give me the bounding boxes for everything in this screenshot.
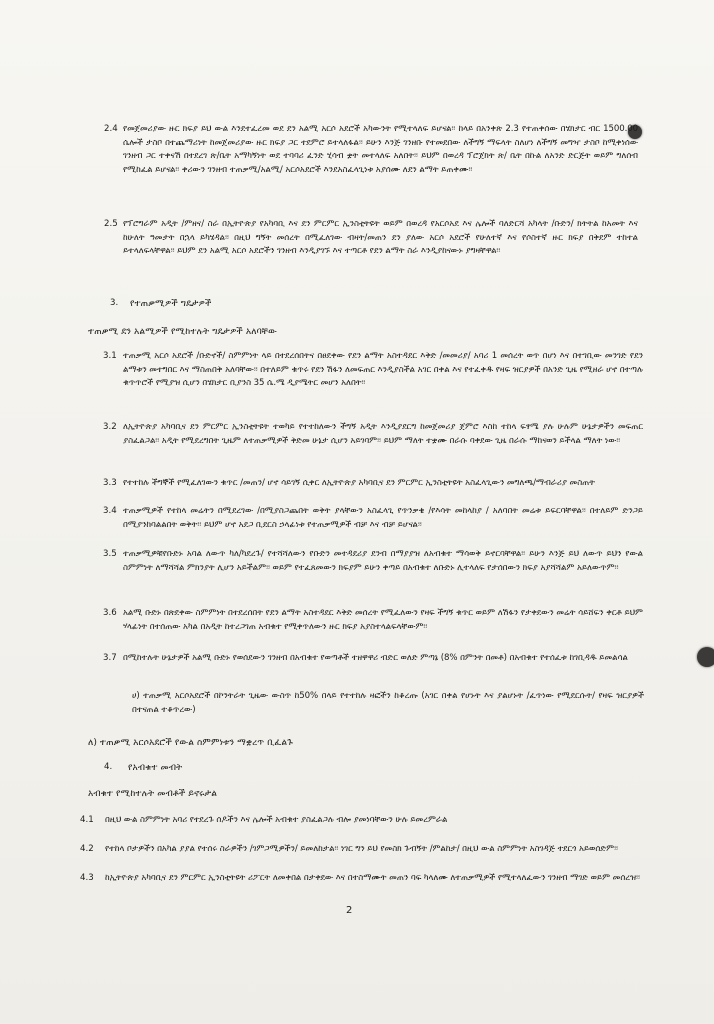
item-text: ለኢትዮጵያ አካባቢና ደን ምርምር ኢንስቲትዩት ተወካይ የተተከለውን ችግኝ አዲት እንዲያደርግ ከመጀመሪያ ጀምሮ እስከ ተከላ ፍፃሜ ያሉ ሁሉም ሁኔታዎችን መፍጠር ያስፈልጋል፡፡ አዲት የሚደረግበት ጊዜም ለተጠቃሚዎች ቅድመ ሁኔታ ሲሆን አይገባም፡፡ ይህም ማለት ተቋሙ በራሱ ባቀደው ጊዜ በራሱ ማከናወን ይችላል ማለት ነው፡፡ xyxy=(123,422,643,446)
section-intro: ተጠቃሚ ደን አልሚዎች የሚከተሉት ግዴታዎች አለባቸው xyxy=(88,326,278,337)
item-text: ከኢትዮጵያ አካባቢና ደን ምርምር ኢንስቲትዩት ሪፖርት ለመቀበል በታቀደው እና በተስማሙት መጠን ባፍ ካላለሙ ለተጠቃሚዎች የሚተላለፈውን ገንዘብ ማገድ ወይም መሰረዝ፡፡ xyxy=(105,873,640,883)
item-text: አልሚ ቡድኑ በጽደቀው ስምምነት በተደረሰበት የደን ልማት አስተዳደር እቅድ መሰረት የሚፈለውን የዛፍ ችግኝ ቁጥር ወይም ለሽፋን የታቀደውን መሬት ሳይሸፍን ቀርቶ ይህም ሃላፊነት በተሰጠው አካል በአዲት ከተረጋገጠ አብቁተ የሚቀጥለውን ዙር ክፍያ አያስተላልፍላቸውም፡፡ xyxy=(123,608,643,632)
item-number: 3.1 xyxy=(103,351,117,361)
item-text: በዚህ ውል ስምምነት አባሪ የተደረጉ ሰዶችን እና ሌሎች አብቁተ ያስፈልጋሉ ብሎ ያመነባቸውን ሁሉ ይመረምራል xyxy=(105,815,448,825)
section-text: የፕሮግራም አዲት /ምዘና/ ስራ በኢትዮጵያ የአካባቢ እና ደን ምርምር ኢንስቲትዩት ወይም በወረዳ የአርሶአደ እና ሌሎች ባለድርሻ አካላት /ቡድን/ ክትትል ከአመት እና ከሁለት ዓመታት በኋላ ይካሄዳል፡፡ በዚህ ግኝት መሰረት በሚፈለገው ብዛት/መጠን ደን ያለው አርሶ አደሮች የሁለተኛ እና የሶስተኛ ዙር ክፍያ በቅደም ተከተል ይተላለፍላቸዋል፡፡ ይህም ደን አልሚ አርሶ አደሮችን ገንዘብ እንዲያገኙ እና ተጣርቶ የደን ልማት ስራ እንዲያከናውኑ ያግዛቸዋል፡፡ xyxy=(123,219,638,257)
section-heading: የተጠቃሚዎች ግዴታዎች xyxy=(130,298,212,309)
section-intro: አብቁተ የሚከተሉት መብቶች ይኖሩታል xyxy=(88,788,218,799)
item-number: 4.3 xyxy=(80,873,94,883)
section-number: 2.5 xyxy=(104,219,118,229)
item-text: በሚከተሉት ሁኔታዎች አልሚ ቡድኑ የወሰደውን ገንዘብ በአብቁተ የወጣቶች ተዘዋዋሪ ብድር ወለድ ምጣኔ (8% በምንት በመቶ) በአብቁተ የተሰፈቱ ከገቢዳዱ ይመልሳል xyxy=(123,653,628,663)
item-text: የተተከሉ ችግኞች የሚፈለገውን ቁጥር /መጠን/ ሆኖ ሳይገኝ ሲቀር ለኢትዮጵያ አካባቢና ደን ምርምር ኢንስቲትዩት አስፈላጊውን መግለጫ/ማብራሪያ መስጠት xyxy=(123,478,595,488)
item-number: 4.1 xyxy=(80,815,94,825)
section-heading: የአብቁተ መብት xyxy=(128,762,183,773)
heading-number: 3. xyxy=(110,298,119,308)
item-number: 3.4 xyxy=(103,506,117,516)
section-number: 2.4 xyxy=(104,124,118,134)
heading-number: 4. xyxy=(104,762,113,772)
sub-item-b: ለ) ተጠቃሚ አርሶአደሮች የውል ስምምነቱን ማቋረጥ ቢፈልጉ xyxy=(88,737,293,748)
item-number: 3.5 xyxy=(103,549,117,559)
item-text: ተጠቃሚዎቹየቡድኑ አባል ለውጥ ካለ/ካደረጉ/ የተሻሻለውን የቡድን መተዳደሪያ ደንብ በማያያዝ ለአብቁተ ማሳወቅ ይኖርባቸዋል፡፡ ይሁን እንጅ ይህ ለውጥ ይህን የውል ስምምነት ለማሻሻል ምክንያት ሊሆን አይችልም፡፡ ወይም የተፈጸመውን ክፍያም ይሁን ቀጣይ በአብቁተ ለቡድኑ ሊተላለፍ የታሰበውን ክፍያ አያሻሻልም አይለውጥም፡፡ xyxy=(123,549,643,573)
item-text: ተጠቃሚዎች የተከላ መሬትን በሚደረገው /በሚያስጋጨበት ወቅት ያላቸውን አስፈላጊ የጥንቃቄ /የእሳት መከላከያ / አለባበት መሬቱ ይፍርባቸዋል፡፡ በተለይም ድንጋይ በሚያንከባልልበት ወቅት፡፡ ይህም ሆኖ አደጋ ቢደርስ ኃላፊነቱ የተጠቃሚዎች ብቻ እና ብቻ ይሆናል፡፡ xyxy=(123,506,643,530)
item-number: 3.2 xyxy=(103,422,117,432)
item-text: የተከላ ቦታዎችን በአካል ያያል የተሰሩ ስራዎችን /ገምጋሚዎችን/ ይመለከታል፡፡ ነገር ግን ይህ የመስክ ጉብኝት /ምልከታ/ በዚህ ውል ስምምነት አስገዳጅ ተደርጎ አይወሰድም፡፡ xyxy=(105,844,618,854)
page-number: 2 xyxy=(346,905,353,916)
sub-item-a: ሀ) ተጠቃሚ አርሶአደሮች በኮንትራት ጊዜው ውስጥ ከ50% በላይ የተተከሉ ዛፎችን ከቆረጡ (አገር በቀል የሆኑት እና ያልሆኑት /ፈጥነው የሚደርሱት/ የዛፍ ዝርያዎች በተናጠል ተቆጥረው) xyxy=(132,691,644,715)
item-number: 3.7 xyxy=(103,653,117,663)
item-number: 3.6 xyxy=(103,608,117,618)
punch-hole xyxy=(697,647,714,667)
item-number: 3.3 xyxy=(103,478,117,488)
section-text: የመጀመሪያው ዙር ክፍያ ይህ ውል እንደተፈረመ ወደ ደን አልሚ አርሶ አደሮች አካውንት የሚተላለፍ ይሆናል፡፡ ከላይ በአንቀጽ 2.3 የተጠቀሰው በሄክታር ብር 1500.00 ሴሎች ታስቦ በተጨማሪነት ከመጀመሪያው ዙር ክፍያ ጋር ተደምሮ ይተላለፋል፡፡ ይሁን እንጅ ገንዘቡ የተመደበው ለችግኝ ማፍላት ስለሆነ ለችግኝ መግዣ ታስቦ ከሚቀነሰው ገንዘብ ጋር ተቀናሽ በተደረገ ጽ/ቤት አማካኝነት ወደ ተባባሪ ፈንድ ሂሳብ ቋት መተላለፍ አለበት፡፡ ይህም በወረዳ ፕሮጀክት ጽ/ ቤት በኩል ለአንድ ድርጅት ወይም ግለሰብ የሚከፈል ይሆናል፡፡ ቀሪውን ገንዘብ ተጠቃሚ/አልሚ/ አርሶአደሮች እንደአስፈላጊነቱ አያሰሙ ለደን ልማት ይጠቀሙ፡፡ xyxy=(123,124,638,175)
item-number: 4.2 xyxy=(80,844,94,854)
item-text: ተጠቃሚ አርሶ አደሮች /ቡድኖች/ ስምምነት ላይ በተደረሰበትና በፀደቀው የደን ልማት አስተዳደር እቅድ /መመሪያ/ አባሪ 1 መሰረት ወጥ በሆነ እና በተገቢው መንገድ የደን ልማቱን መተግበር እና ማስጠበቅ አለባቸው፡፡ በተለይም ቁጥሩ የደን ሽፋን ለመፍጠር እንዲያስችል አገር በቀል እና የተፈቀዱ የዛፍ ዝርያዎች በአንድ ጊዜ የሚዘራ ሆኖ በተጣሉ ቁጥጥሮች የሚያዝ ሲሆን በሄክታር ቢያንስ 35 ሴ.ሜ ዲያሜትር መሆን አለበት፡፡ xyxy=(123,351,643,389)
